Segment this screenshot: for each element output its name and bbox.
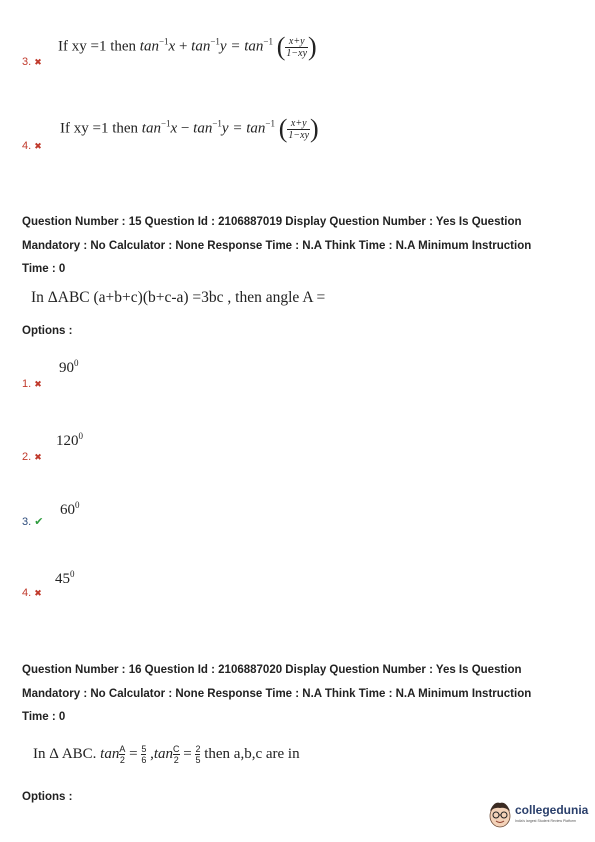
var-y: y: [219, 38, 227, 55]
fraction: [285, 36, 308, 59]
cross-icon: ✖: [34, 141, 42, 151]
option-number-row: [22, 583, 42, 601]
fraction-denominator: 1−xy: [286, 47, 308, 59]
fraction-numerator: C: [173, 744, 180, 754]
cross-icon: ✖: [34, 57, 42, 67]
tan-label: tan: [141, 120, 161, 137]
exponent: −1: [160, 118, 171, 129]
cross-icon: ✖: [34, 452, 42, 462]
tan-label: tan: [139, 38, 159, 55]
degree-sup: 0: [70, 569, 75, 579]
logo-name: collegedunia: [515, 803, 589, 817]
fraction: [141, 744, 146, 765]
option-value: [59, 358, 79, 377]
option-number: 2.: [22, 451, 32, 463]
fraction-denominator: 6: [141, 755, 147, 765]
header-line: Question Number : 15 Question Id : 2106887019 Display Question Number : Yes Is Question: [22, 216, 522, 228]
option-number-row: [22, 512, 43, 530]
cross-icon: ✖: [34, 588, 42, 598]
fraction: [287, 118, 310, 141]
option-number: 1.: [22, 378, 32, 390]
q15-options-label: Options :: [22, 325, 73, 337]
fraction-numerator: 5: [141, 744, 147, 754]
fraction-numerator: x+y: [287, 118, 310, 130]
option-number-row: [22, 374, 42, 392]
option-value-text: 45: [55, 571, 70, 587]
equation-text: If xy =1 then: [58, 38, 137, 55]
option-value-text: 60: [60, 502, 75, 518]
question-prefix: In Δ ABC.: [33, 745, 97, 762]
option-number: 4.: [22, 587, 32, 599]
q14-option-4-equation: [60, 114, 319, 144]
left-paren: (: [278, 114, 288, 143]
header-line: Time : 0: [22, 263, 66, 275]
logo-tagline: India's largest Student Review Platform: [515, 819, 576, 823]
q16-question-text: [33, 744, 300, 765]
fraction: [173, 744, 180, 765]
option-number-row: [22, 52, 42, 70]
q15-header: [22, 211, 587, 282]
var-x: x: [168, 38, 176, 55]
option-number: 3.: [22, 516, 32, 528]
q14-option-3-equation: [58, 32, 317, 62]
option-value-text: 90: [59, 360, 74, 376]
option-number: 3.: [22, 56, 32, 68]
separator: ,: [150, 745, 154, 762]
option-number-row: [22, 447, 42, 465]
option-number-row: [22, 136, 42, 154]
operator: −: [180, 120, 190, 137]
fraction-numerator: x+y: [285, 36, 308, 48]
tan-label: tan: [100, 745, 120, 762]
tan-label: tan: [153, 745, 173, 762]
header-line: Question Number : 16 Question Id : 2106887020 Display Question Number : Yes Is Question: [22, 664, 522, 676]
equation-text: If xy =1 then: [60, 120, 139, 137]
tan-label: tan: [193, 120, 213, 137]
left-paren: (: [276, 32, 286, 61]
fraction: [195, 744, 200, 765]
degree-sup: 0: [75, 500, 80, 510]
exponent: −1: [212, 118, 222, 129]
fraction-denominator: 1−xy: [288, 129, 310, 141]
q14-option-4: [22, 108, 582, 158]
option-value: [56, 431, 83, 450]
tan-label: tan: [191, 38, 211, 55]
q16-options-label: Options :: [22, 791, 73, 803]
q15-question-text: In ΔABC (a+b+c)(b+c-a) =3bc , then angle A =: [31, 289, 326, 306]
exponent: −1: [158, 36, 169, 47]
header-line: Mandatory : No Calculator : None Response Time : N.A Think Time : N.A Minimum Instruction: [22, 687, 532, 700]
fraction-numerator: A: [119, 744, 126, 754]
header-line: Mandatory : No Calculator : None Response Time : N.A Think Time : N.A Minimum Instruction: [22, 239, 532, 252]
exponent: −1: [263, 36, 273, 47]
option-value: [60, 500, 80, 519]
var-x: x: [170, 120, 178, 137]
tan-label: = tan: [230, 38, 264, 55]
q16-header: [22, 659, 587, 730]
check-icon: ✔: [34, 516, 44, 528]
right-paren: ): [310, 114, 319, 143]
option-value-text: 120: [56, 433, 79, 449]
operator: +: [178, 38, 188, 55]
question-suffix: then a,b,c are in: [204, 745, 300, 762]
exponent: −1: [210, 36, 220, 47]
fraction: [119, 744, 125, 765]
fraction-denominator: 2: [173, 755, 179, 765]
fraction-denominator: 5: [195, 755, 201, 765]
option-value: [55, 569, 75, 588]
cross-icon: ✖: [34, 379, 42, 389]
equals: =: [183, 745, 192, 762]
right-paren: ): [308, 32, 317, 61]
collegedunia-logo: [488, 797, 588, 833]
equals: =: [129, 745, 138, 762]
exponent: −1: [265, 118, 275, 129]
fraction-numerator: 2: [195, 744, 201, 754]
mascot-icon: [488, 799, 512, 829]
q14-option-3: [22, 26, 582, 76]
option-number: 4.: [22, 140, 32, 152]
degree-sup: 0: [78, 431, 83, 441]
header-line: Time : 0: [22, 711, 66, 723]
fraction-denominator: 2: [119, 755, 125, 765]
tan-label: = tan: [232, 120, 266, 137]
var-y: y: [221, 120, 229, 137]
degree-sup: 0: [74, 358, 79, 368]
